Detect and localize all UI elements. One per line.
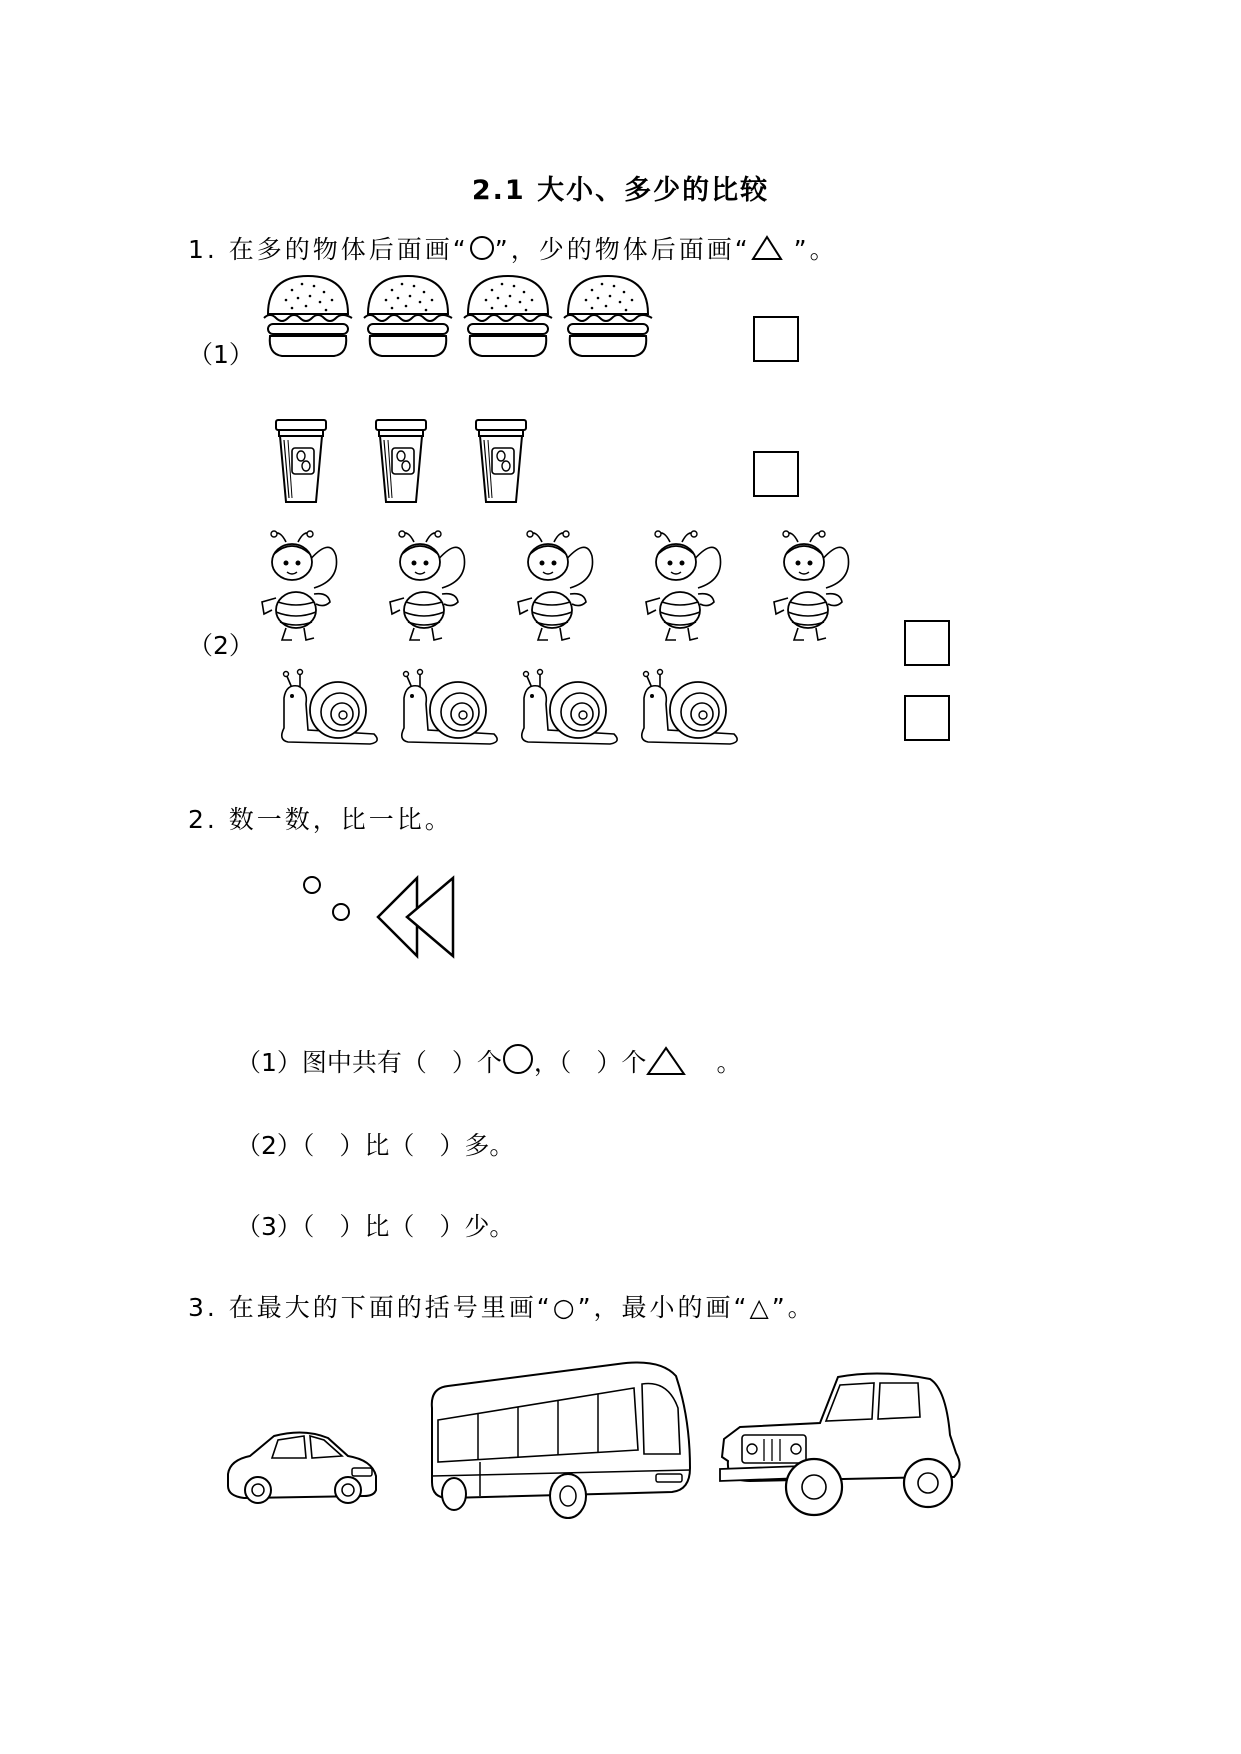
hamburger-icon [364,276,452,356]
circle-icon [469,235,495,267]
snail-row [278,670,758,750]
jeep-icon [720,1365,966,1527]
coffee-cup-icon [376,420,426,502]
question-3-instruction: 3. 在最大的下面的括号里画“○”，最小的画“△”。 [188,1293,816,1322]
snail-icon [522,670,617,745]
triangle-icon [751,235,783,267]
q1-part2-label: （2） [188,631,254,660]
question-1-instruction: 1. 在多的物体后面画“ ”，少的物体后面画“ ”。 [188,230,838,267]
bee-icon [774,531,849,640]
hamburger-icon [464,276,552,356]
answer-box-hamburgers[interactable] [753,316,799,362]
hamburger-icon [564,276,652,356]
bee-icon [262,531,337,640]
coffee-cup-icon [476,420,526,502]
q2-sub-question-3: （3）（ ）比（ ）少。 [236,1212,515,1241]
bee-icon [518,531,593,640]
circle-icon [502,1045,534,1083]
sports-car-icon [224,1428,382,1510]
snail-icon [282,670,377,745]
snail-icon [402,670,497,745]
answer-box-bees[interactable] [904,620,950,666]
bee-row [258,528,878,650]
bee-icon [390,531,465,640]
bee-icon [646,531,721,640]
answer-box-snails[interactable] [904,695,950,741]
circle-icon [304,877,320,893]
bus-icon [428,1358,696,1520]
question-2-instruction: 2. 数一数，比一比。 [188,805,453,834]
q2-sub-question-1: （1）图中共有（ ）个 ，（ ）个 。 [236,1043,741,1083]
q2-sub-question-2: （2）（ ）比（ ）多。 [236,1131,515,1160]
shape-figure [295,868,465,968]
snail-icon [642,670,737,745]
hamburger-icon [264,276,352,356]
page-title: 2.1 大小、多少的比较 [471,175,770,206]
answer-box-coffee-cups[interactable] [753,451,799,497]
coffee-cup-icon [276,420,326,502]
hamburger-row [262,272,682,362]
triangle-icon [407,878,453,956]
circle-icon [333,904,349,920]
coffee-cup-row [274,418,564,508]
q1-part1-label: （1） [188,340,254,369]
triangle-icon [646,1046,686,1082]
